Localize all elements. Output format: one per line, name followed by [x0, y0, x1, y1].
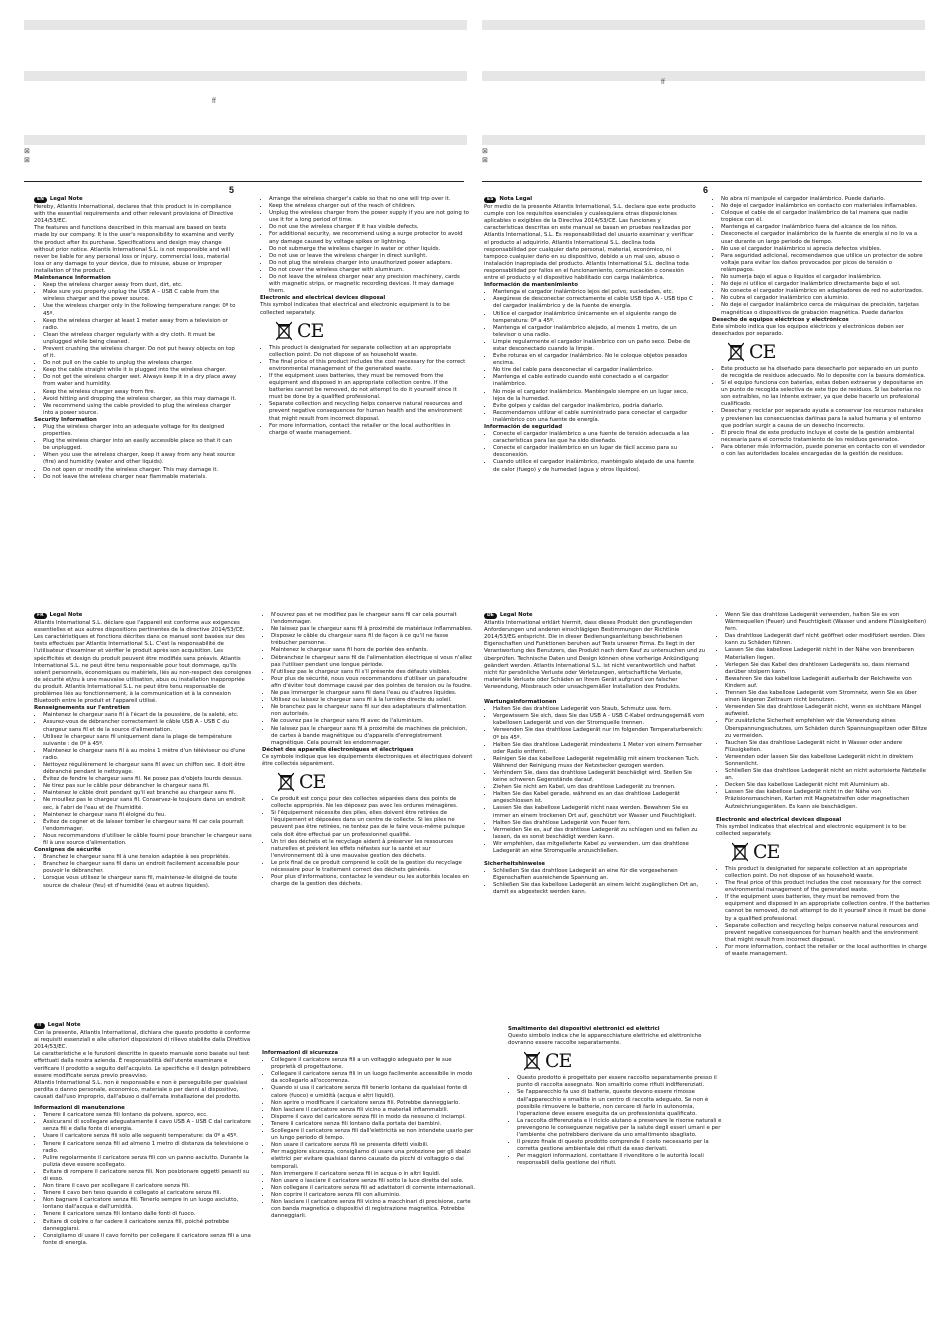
list-item: • Disporre il cavo del caricatore senza fili in modo da nessuno ci inciampi.: [271, 1114, 476, 1121]
list-item: • Keep the wireless charger away from fire.: [43, 389, 240, 396]
list-item: • Do not plug the wireless charger into unauthorized power adapters.: [269, 260, 470, 267]
list-item: • Branchez le chargeur sans fil dans un endroit facilement accessible pour pouvoir le débrancher.: [43, 861, 252, 875]
list-item: • Limpie regularmente el cargador inalámbrico con un paño seco. Debe de estar desconectado cuando la limpie.: [493, 339, 696, 353]
recycling-symbols: [732, 842, 930, 862]
list-item: • Non tirare il cavo per scollegare il caricatore senza fili.: [43, 1183, 252, 1190]
list-item: • Le prix final de ce produit comprend le coût de la gestion du recyclage nécessaire pour le traitement correct des déchets générés.: [271, 860, 474, 874]
checkbox-icon: ⊠: [24, 148, 30, 155]
maintenance-list: [34, 1112, 252, 1247]
list-item: • Non aprire o modificare il caricatore senza fili. Potrebbe danneggiarlo.: [271, 1100, 476, 1107]
section-heading: Informazioni di manutenzione: [34, 1105, 125, 1112]
list-item: • Non usare o lasciare il caricatore senza fili sotto la luce diretta del sole.: [271, 1178, 476, 1185]
list-item: • Unplug the wireless charger from the power supply if you are not going to use it for a long period of time.: [269, 210, 470, 224]
list-item: • Se l'apparecchio fa uso di batterie, queste devono essere rimosse dall'apparecchio e smaltite in un centro di raccolta adeguato. Se non è possibile rimuovere le batterie, non cercare di farlo in autonomia, l'operazione deve essere eseguita da un professionista qualificato.: [517, 1089, 726, 1117]
list-item: • Decken Sie das kabellose Ladegerät nicht mit Aluminium ab.: [725, 782, 930, 789]
en-column-1: [34, 196, 240, 596]
paragraph: Ce symbole indique que les équipements électroniques et électriques doivent être collectés séparément.: [262, 753, 473, 767]
list-item: • Make sure you properly unplug the USB A – USB C cable from the wireless charger and the power source.: [43, 289, 240, 303]
list-item: • Para seguridad adicional, recomendamos que utilice un protector de sobre voltaje para evitar los daños provocados por picos de tensión o relámpagos.: [721, 253, 926, 274]
security-list: [716, 612, 930, 811]
security-list: [260, 196, 470, 295]
maintenance-list: [484, 289, 696, 424]
list-item: • Évitez de fendre le chargeur sans fil. Ne posez pas d'objets lourds dessus.: [43, 776, 252, 783]
list-item: • Utilice el cargador inalámbrico únicamente en el siguiente rango de temperatura: 0º a 45º.: [493, 311, 696, 325]
list-item: • Do not leave the wireless charger near flammable materials.: [43, 474, 240, 481]
list-item: • Assurez-vous de débrancher correctement le câble USB A - USB C du chargeur sans fil et de la source d'alimentation.: [43, 719, 252, 733]
list-item: • This product is designated for separate collection at an appropriate collection point. Do not dispose of as household waste.: [269, 345, 470, 359]
list-item: • No conecte el cargador inalámbrico en adaptadores de red no autorizados.: [721, 288, 926, 295]
list-item: • Do not pull on the cable to unplug the wireless charger.: [43, 360, 240, 367]
list-item: • Ne laissez pas le chargeur sans fil à proximité de machines de précision, de cartes à bande magnétique ou d'appareils d'enregistrement magnétique. Cela pourrait les endommager.: [271, 726, 474, 747]
list-item: • Conecte el cargador inalámbrico a una fuente de tensión adecuada a las características para las que ha sido diseñado.: [493, 431, 696, 445]
list-item: • Das drahtlose Ladegerät darf nicht geöffnet oder modifiziert werden. Dies kann zu Schäden führen.: [725, 633, 930, 647]
language-badge: DE: [484, 613, 497, 619]
list-item: • Keep the wireless charger at least 1 meter away from a television or radio.: [43, 318, 240, 332]
list-item: • When you use the wireless charger, keep it away from any heat source (fire) and humidity (water and other liquids).: [43, 452, 240, 466]
ce-mark-icon: CE: [297, 319, 324, 342]
it-column-2: [262, 1050, 476, 1322]
section-title: Legal Note: [49, 196, 83, 202]
list-item: • Vermeiden Sie es, auf das drahtlose Ladegerät zu schlagen und es fallen zu lassen, da es sonst beschädigt werden kann.: [493, 827, 706, 841]
list-item: • Collegare il caricatore senza fili in un luogo facilmente accessibile in modo da scollegarlo all'occorrenza.: [271, 1071, 476, 1085]
list-item: • Verwenden Sie das drahtlose Ladegerät nur im folgenden Temperaturbereich: 0º bis 45º.: [493, 727, 706, 741]
section-heading: Informazioni di sicurezza: [262, 1050, 338, 1056]
paragraph: Questo simbolo indica che le apparecchiature elettriche ed elettroniche dovranno essere raccolte separatamente.: [508, 1033, 702, 1047]
section-heading: Security Information: [34, 416, 97, 423]
list-item: • No cubra el cargador inalámbrico con aluminio.: [721, 295, 926, 302]
section-heading: Información de mantenimiento: [484, 282, 578, 289]
checkbox-icon: ⊠: [482, 157, 488, 164]
ce-mark-icon: CE: [299, 771, 326, 794]
list-item: • Evitare di colpire o far cadere il caricatore senza fili, poiché potrebbe danneggiarsi.: [43, 1219, 252, 1233]
header-band: [482, 71, 925, 81]
list-item: • No moje el cargador inalámbrico. Manténgalo siempre en un lugar seco, lejos de la humedad.: [493, 389, 696, 403]
list-item: • Ne mouillez pas le chargeur sans fil. Conservez-le toujours dans un endroit sec, à l'abri de l'eau et de l'humidité.: [43, 797, 252, 811]
list-item: • No deje el cargador inalámbrico cerca de máquinas de precisión, tarjetas magnéticas o dispositivos de grabación magnética. Puede dañarlos: [721, 302, 926, 316]
header-band: [482, 20, 925, 30]
list-item: • Arrange the wireless charger's cable so that no one will trip over it.: [269, 196, 470, 203]
es-column-2: [712, 196, 926, 596]
list-item: • Conecte el cargador inalámbrico en un lugar de fácil acceso para su desconexión.: [493, 445, 696, 459]
header-mark: ff: [661, 79, 665, 86]
list-item: • Do not use the wireless charger if it has visible defects.: [269, 224, 470, 231]
list-item: • Per maggiori informazioni, contattare il rivenditore o le autorità locali responsabili della gestione dei rifiuti.: [517, 1153, 726, 1167]
divider: [24, 181, 464, 182]
list-item: • Nettoyez régulièrement le chargeur sans fil avec un chiffon sec. Il doit être débranché pendant le nettoyage.: [43, 762, 252, 776]
list-item: • Para obtener más información, puede ponerse en contacto con el vendedor o con las autoridades locales encargadas de la gestión de residuos.: [721, 444, 926, 458]
paragraph: This symbol indicates that electrical and electronic equipment is to be collected separately.: [260, 302, 450, 316]
section-title: Legal Note: [47, 1022, 81, 1028]
ce-mark-icon: CE: [545, 1050, 572, 1073]
list-item: • Verwenden oder lassen Sie das kabellose Ladegerät nicht in direktem Sonnenlicht.: [725, 754, 930, 768]
list-item: • We recommend using the cable provided to plug the wireless charger into a power source.: [43, 403, 240, 417]
page-number: 6: [703, 185, 709, 195]
security-list: [262, 612, 474, 747]
header-band: [24, 71, 467, 81]
section-heading: Déchet des appareils électroniques et électriques: [262, 746, 414, 753]
list-item: • Tauchen Sie das drahtlose Ladegerät nicht in Wasser oder andere Flüssigkeiten.: [725, 740, 930, 754]
language-badge: IT: [34, 1023, 45, 1029]
list-item: • Si l'équipement nécessite des piles, elles doivent être retirées de l'équipement et déposées dans un centre de collecte. Si les piles ne peuvent pas être retirées, ne tentez pas de le faire vous-même puisque cela doit être effectué par un professionnel qualifié.: [271, 810, 474, 838]
list-item: • For more information, contact the retailer or the local authorities in charge of waste management.: [725, 944, 930, 958]
language-badge: ES: [484, 197, 496, 203]
section-heading: Consignes de sécurité: [34, 847, 102, 854]
list-item: • Verhindern Sie, dass das drahtlose Ladegerät beschädigt wird. Stellen Sie keine schweren Gegenstände darauf.: [493, 770, 706, 784]
list-item: • Non immergere il caricatore senza fili in acqua o in altri liquidi.: [271, 1171, 476, 1178]
section-heading: Electronic and electrical devices disposal: [716, 816, 842, 823]
list-item: • Consigliamo di usare il cavo fornito per collegare il caricatore senza fili a una fonte di energia.: [43, 1233, 252, 1247]
list-item: • Lassen Sie das kabellose Ladegerät nicht in der Nähe von brennbaren Materialien liegen.: [725, 647, 930, 661]
list-item: • Assicurarsi di scollegare adeguatamente il cavo USB A - USB C dal caricatore senza fili e dalla fonte di energia.: [43, 1119, 252, 1133]
crossed-bin-icon: [732, 842, 748, 862]
security-list: [484, 868, 706, 896]
paragraph: Hereby, Atlantis International, declares that this product is in compliance with the essential requirements and other relevant provisions of Directive 2014/53/EC.: [34, 204, 234, 225]
list-item: • Desconecte el cargador inalámbrico de la fuente de energía si no lo va a usar durante un largo periodo de tiempo.: [721, 231, 926, 245]
list-item: • Mantenga el cargador inalámbrico alejado, al menos 1 metro, de un televisor o una radio.: [493, 325, 696, 339]
list-item: • Für zusätzliche Sicherheit empfehlen wir die Verwendung eines Überspannungsschutzes, um Schäden durch Spannungsspitzen oder Blitze zu vermeiden.: [725, 718, 930, 739]
list-item: • Ne pas immerger le chargeur sans fil dans l'eau ou d'autres liquides.: [271, 690, 474, 697]
list-item: • Keep the cable straight while it is plugged into the wireless charger.: [43, 367, 240, 374]
list-item: • Lassen Sie das kabellose Ladegerät nicht nass werden. Bewahren Sie es immer an einem trockenen Ort auf, geschützt vor Wasser und Feuchtigkeit.: [493, 805, 706, 819]
list-item: • Do not leave the wireless charger near any precision machinery, cards with magnetic strips, or magnetic recording devices. It may damage them.: [269, 274, 470, 295]
section-heading: Electronic and electrical devices disposal: [260, 295, 386, 302]
section-title: Nota Legal: [499, 196, 533, 202]
list-item: • Ce produit est conçu pour des collectes séparées dans des points de collecte appropriés. Ne les déposez pas avec les ordures ménagères.: [271, 796, 474, 810]
list-item: • Non bagnare il caricatore senza fili. Tenerlo sempre in un luogo asciutto, lontano dall'acqua e dall'umidità.: [43, 1197, 252, 1211]
list-item: • Bewahren Sie das kabellose Ladegerät außerhalb der Reichweite von Kindern auf.: [725, 676, 930, 690]
paragraph: Atlantis International erklärt hiermit, dass dieses Produkt den grundlegenden Anforderungen und anderen einschlägigen Bestimmungen der Richtlinie 2014/53/EG entspricht. Die in dieser Bedienungsanleitung beschriebenen Eigenschaften und Funktionen beruhen auf Tests unserer Firma. Es liegt in der Verantwortung des Benutzers, das Produkt nach dem Kauf zu untersuchen und zu überprüfen. Technische Daten und Design können ohne vorherige Ankündigung geändert werden. Atlantis International S.L. ist nicht verantwortlich und haftet nicht für persönliche Verluste oder Verletzungen, wirtschaftliche Verluste, materielle Verluste oder Schäden an Ihrem Gerät aufgrund von falscher Verwendung, Missbrauch oder unsachgemäßer Installation des Produkts.: [484, 620, 706, 690]
list-item: • Maintenez le chargeur sans fil à au moins 1 mètre d'un téléviseur ou d'une radio.: [43, 748, 252, 762]
list-item: • Tenere il caricatore senza fili ad almeno 1 metro di distanza da televisione o radio.: [43, 1141, 252, 1155]
security-list: [712, 196, 926, 317]
header-band: [24, 135, 467, 145]
list-item: • Schließen Sie das drahtlose Ladegerät nicht an nicht autorisierte Netzteile an.: [725, 768, 930, 782]
list-item: • Maintenez le chargeur sans fil hors de portée des enfants.: [271, 647, 474, 654]
paragraph: Atlantis International S.L. non è responsabile e non è perseguibile per qualsiasi perdita o danno personale, economico, materiale o per danni al dispositivo, causati dall'uso improprio, dall'abuso o dall'errata installazione del prodotto.: [34, 1079, 248, 1100]
list-item: • Keep the wireless charger out of the reach of children.: [269, 203, 470, 210]
de-column-2: [716, 612, 930, 1017]
list-item: • Halten Sie das Kabel gerade, während es an das drahtlose Ladegerät angeschlossen ist.: [493, 791, 706, 805]
list-item: • Maintenez le chargeur sans fil éloigné du feu.: [43, 812, 252, 819]
paragraph: This symbol indicates that electrical and electronic equipment is to be collected separately.: [716, 823, 906, 837]
list-item: • Utilisez ou laissez le chargeur sans fil à la lumière directe du soleil.: [271, 697, 474, 704]
section-heading: Sicherheitshinweise: [484, 861, 546, 868]
disposal-list: [262, 796, 474, 888]
list-item: • Do not use or leave the wireless charger in direct sunlight.: [269, 253, 470, 260]
list-item: • Lorsque vous utilisez le chargeur sans fil, maintenez-le éloigné de toute source de chaleur (feu) et d'humidité (eau et autres liquides).: [43, 875, 252, 889]
list-item: • Coloque el cable de el cargador inalámbrico de tal manera que nadie tropiece con él.: [721, 210, 926, 224]
section-title: Legal Note: [499, 612, 533, 618]
list-item: • Do not submerge the wireless charger in water or other liquids.: [269, 246, 470, 253]
security-list: [34, 854, 252, 889]
list-item: • Halten Sie das drahtlose Ladegerät von Staub, Schmutz usw. fern.: [493, 706, 706, 713]
list-item: • Asegúrese de desconectar correctamente el cable USB tipo A - USB tipo C del cargador inalámbrico y de la fuente de energía.: [493, 296, 696, 310]
list-item: • Verwenden Sie das drahtlose Ladegerät nicht, wenn es sichtbare Mängel aufweist.: [725, 704, 930, 718]
fr-column-2: [262, 612, 474, 1014]
list-item: • Il prezzo finale di questo prodotto comprende il costo necessario per la corretta gestione ambientale dei rifiuti da esso derivati.: [517, 1139, 726, 1153]
list-item: • Prevent crushing the wireless charger. Do not put heavy objects on top of it.: [43, 346, 240, 360]
list-item: • Schließen Sie das drahtlose Ladegerät an eine für die vorgesehenen Eigenschaften ausreichende Spannung an.: [493, 868, 706, 882]
list-item: • Ne tirez pas sur le câble pour débrancher le chargeur sans fil.: [43, 783, 252, 790]
section-heading: Wartungsinformationen: [484, 699, 557, 706]
list-item: • Non lasciare il caricatore senza fili vicino a macchinari di precisione, carte con banda magnetica o dispositivi di registrazione magnetica. Potrebbe danneggiarli.: [271, 1199, 476, 1220]
paragraph: Atlantis International S.L. déclare que l'appareil est conforme aux exigences essentielles et aux autres dispositions pertinentes de la directive 2014/53/CE. Les caractéristiques et fonctions décrites dans ce manuel sont basées sur des tests effectués par Atlantis International S.L. C'est la responsabilité de l'utilisateur d'examiner et vérifier le produit après son acquisition. Les spécificités et design du produit peuvent être modifiés sans préavis. Atlantis International S.L. ne peut être tenu responsable pour tout dommage, qu'ils soient personnels, économiques ou matériels, liés au non-respect des consignes de sécurité et/ou à une mauvaise utilisation, abus ou installation inappropriée du produit. Atlantis International S.L. ne peut être tenu responsable de problèmes liés au fonctionnement, à la communication et à la connexion Bluetooth entre le produit et l'appareil utilisé.: [34, 620, 252, 705]
list-item: • Cuando utilice el cargador inalámbrico, manténgalo alejado de una fuente de calor (fuego) y de humedad (agua y otros líquidos).: [493, 459, 696, 473]
list-item: • Collegare il caricatore senza fili a un voltaggio adeguato per le sue proprietà di progettazione.: [271, 1057, 476, 1071]
list-item: • Tenere il caricatore senza fili lontano dalla portata dei bambini.: [271, 1121, 476, 1128]
list-item: • No deje el cargador inalámbrico en contacto con materiales inflamables.: [721, 203, 926, 210]
security-list: [34, 424, 240, 481]
list-item: • Halten Sie das drahtlose Ladegerät von Feuer fern.: [493, 820, 706, 827]
paragraph: Por medio de la presente Atlantis International, S.L. declara que este producto cumple con los requisitos esenciales y cualesquiera otras disposiciones aplicables o exigibles de la Directiva 2014/53/CE. Las funciones y características descritas en este manual se basan en pruebas realizadas por Atlantis International, S.L. Es responsabilidad del usuario examinar y verificar el producto al adquirirlo. Atlantis International S.L. declina toda responsabilidad por cualquier daño personal, material, económico, ni tampoco cualquier daño en su dispositivo, debido a un mal uso, abuso o instalación inapropiada del producto. Atlantis International S.L. declina toda responsabilidad por fallos en el funcionamiento, comunicación o conexión entre el producto y el dispositivo habilitado con carga inalámbrica.: [484, 204, 696, 282]
list-item: • Este producto se ha diseñado para desecharlo por separado en un punto de recogida de residuos adecuado. No lo deposite con la basura doméstica.: [721, 366, 926, 380]
list-item: • Maintenez le câble droit pendant qu'il est branché au chargeur sans fil.: [43, 790, 252, 797]
disposal-list: [260, 345, 470, 437]
list-item: • Evitare di rompere il caricatore senza fili. Non posizionare oggetti pesanti su di esso.: [43, 1169, 252, 1183]
list-item: • Do not cover the wireless charger with aluminum.: [269, 267, 470, 274]
crossed-bin-icon: [728, 342, 744, 362]
list-item: • No use el cargador inalámbrico si aprecia defectos visibles.: [721, 246, 926, 253]
list-item: • Clean the wireless charger regularly with a dry cloth. It must be unplugged while being cleaned.: [43, 332, 240, 346]
list-item: • No abra ni manipule el cargador inalámbrico. Puede dañarlo.: [721, 196, 926, 203]
language-badge: EN: [34, 197, 47, 203]
recycling-symbols: [278, 772, 474, 792]
security-list: [262, 1057, 476, 1220]
checkbox-icon: ⊠: [482, 148, 488, 155]
header-band: [24, 20, 467, 30]
list-item: • Halten Sie das drahtlose Ladegerät mindestens 1 Meter von einem Fernseher oder Radio entfernt.: [493, 742, 706, 756]
list-item: • Avoid hitting and dropping the wireless charger, as this may damage it.: [43, 396, 240, 403]
list-item: • Quando si usa il caricatore senza fili tenerlo lontano da qualsiasi fonte di calore (fuoco) e umidità (acqua e altri liquidi).: [271, 1085, 476, 1099]
list-item: • Mantenga el cargador inalámbrico lejos del polvo, suciedades, etc.: [493, 289, 696, 296]
disposal-list: [712, 366, 926, 458]
list-item: • Tenere il caricatore senza fili lontano da polvere, sporco, ecc.: [43, 1112, 252, 1119]
list-item: • Schließen Sie das kabellose Ladegerät an einem leicht zugänglichen Ort an, damit es abgesteckt werden kann.: [493, 882, 706, 896]
recycling-symbols: [728, 342, 926, 362]
list-item: • Per maggiore sicurezza, consigliamo di usare una protezione per gli sbalzi elettrici per evitare qualsiasi danno causato da picchi di voltaggio o dai temporali.: [271, 1149, 476, 1170]
list-item: • Questo prodotto è progettato per essere raccolto separatamente presso il punto di raccolta assegnato. Non smaltirlo come rifiuti indifferenziati.: [517, 1075, 726, 1089]
es-column-1: [484, 196, 696, 596]
paragraph: Con la presente, Atlantis International, dichiara che questo prodotto è conforme ai requisiti essenziali e alle ulteriori disposizioni di rilievo stabilite dalla Direttiva 2014/53/EC.: [34, 1030, 251, 1051]
maintenance-list: [484, 706, 706, 855]
list-item: • Evite golpes y caídas del cargador inalámbrico, podría dañarlo.: [493, 403, 696, 410]
ce-mark-icon: CE: [749, 340, 776, 363]
list-item: • Mantenga el cable estirado cuando esté conectado a el cargador inalámbrico.: [493, 374, 696, 388]
list-item: • Separate collection and recycling helps conserve natural resources and prevent negative consequences for human health and the environment that might result from incorrect disposal.: [269, 401, 470, 422]
list-item: • Utilisez le chargeur sans fil uniquement dans la plage de température suivante : de 0º à 45º.: [43, 734, 252, 748]
list-item: • Evite roturas en el cargador inalámbrico. No le coloque objetos pesados encima.: [493, 353, 696, 367]
list-item: • Trennen Sie das kabellose Ladegerät vom Stromnetz, wenn Sie es über einen längeren Zeitraum nicht benutzen.: [725, 690, 930, 704]
list-item: • Desechar y reciclar por separado ayuda a conservar los recursos naturales y previenen las consecuencias dañinas para la salud humana y el entorno que podrían surgir a causa de un desecho incorrecto.: [721, 408, 926, 429]
list-item: • Wir empfehlen, das mitgelieferte Kabel zu verwenden, um das drahtlose Ladegerät an eine Stromquelle anzuschließen.: [493, 841, 706, 855]
list-item: • Disposez le câble du chargeur sans fil de façon à ce qu'il ne fasse trébucher personne.: [271, 633, 474, 647]
list-item: • Non lasciare il caricatore senza fili vicino a materiali infiammabili.: [271, 1107, 476, 1114]
list-item: • Ne couvrez pas le chargeur sans fil avec de l'aluminium.: [271, 718, 474, 725]
crossed-bin-icon: [276, 321, 292, 341]
list-item: • Si el equipo funciona con baterías, estas deben extraerse y depositarse en un punto de recogida selectiva de este tipo de residuos. Si las baterías no son extraíbles, no las intente extraer, ya que debe hacerlo un profesional cualificado.: [721, 380, 926, 408]
list-item: • Mantenga el cargador inalámbrico fuera del alcance de los niños.: [721, 224, 926, 231]
it-column-1: [34, 1022, 252, 1322]
list-item: • Pulire regolarmente il caricatore senza fili con un panno asciutto. Durante la pulizia deve essere scollegato.: [43, 1155, 252, 1169]
divider: [482, 181, 922, 182]
section-title: Legal Note: [49, 612, 83, 618]
list-item: • Nous recommandons d'utiliser le câble fourni pour brancher le chargeur sans fil à une source d'alimentation.: [43, 833, 252, 847]
list-item: • The final price of this product includes the cost necessary for the correct environmental management of the generated waste.: [725, 880, 930, 894]
list-item: • Usare il caricatore senza fili solo alle seguenti temperature: da 0º a 45º.: [43, 1133, 252, 1140]
list-item: • Do not open or modify the wireless charger. This may damage it.: [43, 467, 240, 474]
list-item: • Wenn Sie das drahtlose Ladegerät verwenden, halten Sie es von Wärmequellen (Feuer) und Feuchtigkeit (Wasser und andere Flüssigkeiten) fern.: [725, 612, 930, 633]
header-mark: ff: [212, 98, 216, 105]
list-item: • Do not get the wireless charger wet. Always keep it in a dry place away from water and humidity.: [43, 374, 240, 388]
list-item: • No tire del cable para desconectar el cargador inalámbrico.: [493, 367, 696, 374]
de-column-1: [484, 612, 706, 1012]
list-item: • Ne branchez pas le chargeur sans fil sur des adaptateurs d'alimentation non autorisés.: [271, 704, 474, 718]
checkbox-icon: ⊠: [24, 157, 30, 164]
paragraph: The features and functions described in this manual are based on tests made by our company. It is the user's responsibility to examine and verify the product after its purchase. Specifications and design may change without prior notice. Atlantis International S.L. is not responsible and will never be liable for any personal loss or injury, commercial loss, material loss or any damage to your device, due to misuse, abuse or improper installation of the product.: [34, 225, 234, 274]
list-item: • Débranchez le chargeur sans fil de l'alimentation électrique si vous n'allez pas l'utiliser pendant une longue période.: [271, 655, 474, 669]
list-item: • Un tri des déchets et le recyclage aident à préserver les ressources naturelles et prévient les effets néfastes sur la santé et sur l'environnement dû à une mauvaise gestion des déchets.: [271, 839, 474, 860]
page-number: 5: [229, 185, 235, 195]
list-item: • Tenere il cavo ben teso quando è collegato al caricatore senza fili.: [43, 1190, 252, 1197]
list-item: • Tenere il caricatore senza fili lontano dalle fonti di fuoco.: [43, 1211, 252, 1218]
en-column-2: [260, 196, 470, 596]
list-item: • Vergewissern Sie sich, dass Sie das USB A - USB C-Kabel ordnungsgemäß vom kabellosen Ladegerät und von der Stromquelle trennen.: [493, 713, 706, 727]
list-item: • Non coprire il caricatore senza fili con alluminio.: [271, 1192, 476, 1199]
security-list: [484, 431, 696, 474]
list-item: • Plug the wireless charger into an adequate voltage for its designed properties.: [43, 424, 240, 438]
list-item: • Non collegare il caricatore senza fili ad adattatori di corrente internazionali.: [271, 1185, 476, 1192]
list-item: • Keep the wireless charger away from dust, dirt, etc.: [43, 282, 240, 289]
list-item: • Ziehen Sie nicht am Kabel, um das drahtlose Ladegerät zu trennen.: [493, 784, 706, 791]
maintenance-list: [34, 712, 252, 847]
fr-column-1: [34, 612, 252, 1014]
it-column-3: [508, 1026, 726, 1322]
list-item: • For additional security, we recommend using a surge protector to avoid any damage caused by voltage spikes or lightning.: [269, 231, 470, 245]
crossed-bin-icon: [524, 1051, 540, 1071]
crossed-bin-icon: [278, 772, 294, 792]
list-item: • The final price of this product includes the cost necessary for the correct environmental management of the generated waste.: [269, 359, 470, 373]
list-item: • Reinigen Sie das kabellose Ladegerät regelmäßig mit einem trockenen Tuch. Während der Reinigung muss der Netzstecker gezogen werden.: [493, 756, 706, 770]
list-item: • Pour plus d'informations, contactez le vendeur ou les autorités locales en charge de la gestion des déchets.: [271, 874, 474, 888]
list-item: • Lassen Sie das kabellose Ladegerät nicht in der Nähe von Präzisionsmaschinen, Karten mit Magnetstreifen oder magnetischen Aufzeichnungsgeräten. Es kann sie beschädigen.: [725, 789, 930, 810]
paragraph: Le caratteristiche e le funzioni descritte in questo manuale sono basate sui test effettuati dalla nostra azienda. È responsabilità dell'utente esaminare e verificare il prodotto a seguito dell'acquisto. Le specifiche e il design potrebbero essere modificate senza previo preavviso.: [34, 1051, 251, 1079]
list-item: • N'ouvrez pas et ne modifiez pas le chargeur sans fil car cela pourrait l'endommager.: [271, 612, 474, 626]
list-item: • Scollegare il caricatore senza fili dall'elettricità se non intendete usarlo per un lungo periodo di tempo.: [271, 1128, 476, 1142]
section-heading: Desecho de equipos eléctricos y electrónicos: [712, 316, 849, 323]
list-item: • Use the wireless charger only in the following temperature range: 0º to 45º.: [43, 303, 240, 317]
section-heading: Información de seguridad: [484, 424, 563, 430]
list-item: • Separate collection and recycling helps conserve natural resources and prevent negative consequences for human health and the environment that might result from incorrect disposal.: [725, 923, 930, 944]
list-item: • If the equipment uses batteries, they must be removed from the equipment and disposed in an appropriate collection centre. If the batteries cannot be removed, do not attempt to do it yourself since it must be done by a qualified professional.: [725, 894, 930, 922]
list-item: • N'utilisez pas le chargeur sans fil s'il présente des défauts visibles.: [271, 669, 474, 676]
list-item: • Pour plus de sécurité, nous vous recommandons d'utiliser un parafoudre afin d'éviter tout dommage causé par des pointes de tension ou la foudre.: [271, 676, 474, 690]
disposal-list: [508, 1075, 726, 1167]
list-item: • La raccolta differenziata e il riciclo aiutano a preservare le risorse naturali e prevengono le conseguenze negative per la salute degli esseri umani e per l'ambiente che potrebbero derivare da uno smaltimento sbagliato.: [517, 1118, 726, 1139]
list-item: • Évitez de cogner et de laisser tomber le chargeur sans fil car cela pourrait l'endommager.: [43, 819, 252, 833]
list-item: • No deje ni utilice el cargador inalámbrico directamente bajo el sol.: [721, 281, 926, 288]
language-badge: FR: [34, 613, 47, 619]
list-item: • Recomendamos utilizar el cable suministrado para conectar el cargador inalámbrico con una fuente de energía.: [493, 410, 696, 424]
paragraph: Este símbolo indica que los equipos eléctricos y electrónicos deben ser desechados por separado.: [712, 323, 904, 337]
disposal-list: [716, 866, 930, 958]
section-heading: Maintenance Information: [34, 275, 111, 282]
list-item: • No sumerja bajo el agua o líquidos el cargador inalámbrico.: [721, 274, 926, 281]
maintenance-list: [34, 282, 240, 417]
list-item: • Non usare il caricatore senza fili se presenta difetti visibili.: [271, 1142, 476, 1149]
list-item: • Ne laissez pas le chargeur sans fil à proximité de matériaux inflammables.: [271, 626, 474, 633]
list-item: • Branchez le chargeur sans fil à une tension adaptée à ses propriétés.: [43, 854, 252, 861]
list-item: • This product is designated for separate collection at an appropriate collection point. Do not dispose of as household waste.: [725, 866, 930, 880]
list-item: • Maintenez le chargeur sans fil à l'écart de la poussière, de la saleté, etc.: [43, 712, 252, 719]
list-item: • El precio final de este producto incluye el coste de la gestión ambiental necesaria para el correcto tratamiento de los residuos generados.: [721, 430, 926, 444]
ce-mark-icon: CE: [753, 840, 780, 863]
list-item: • Plug the wireless charger into an easily accessible place so that it can be unplugged.: [43, 438, 240, 452]
list-item: • Verlegen Sie das Kabel des drahtlosen Ladegeräts so, dass niemand darüber stolpern kann.: [725, 662, 930, 676]
section-heading: Smaltimento dei dispositivi elettronici ed elettrici: [508, 1026, 660, 1032]
section-heading: Renseignements sur l'entretien: [34, 705, 130, 712]
list-item: • For more information, contact the retailer or the local authorities in charge of waste management.: [269, 423, 470, 437]
list-item: • If the equipment uses batteries, they must be removed from the equipment and disposed in an appropriate collection centre. If the batteries cannot be removed, do not attempt to do it yourself since it must be done by a qualified professional.: [269, 373, 470, 401]
recycling-symbols: [524, 1051, 726, 1071]
header-band: [482, 135, 925, 145]
recycling-symbols: [276, 321, 470, 341]
